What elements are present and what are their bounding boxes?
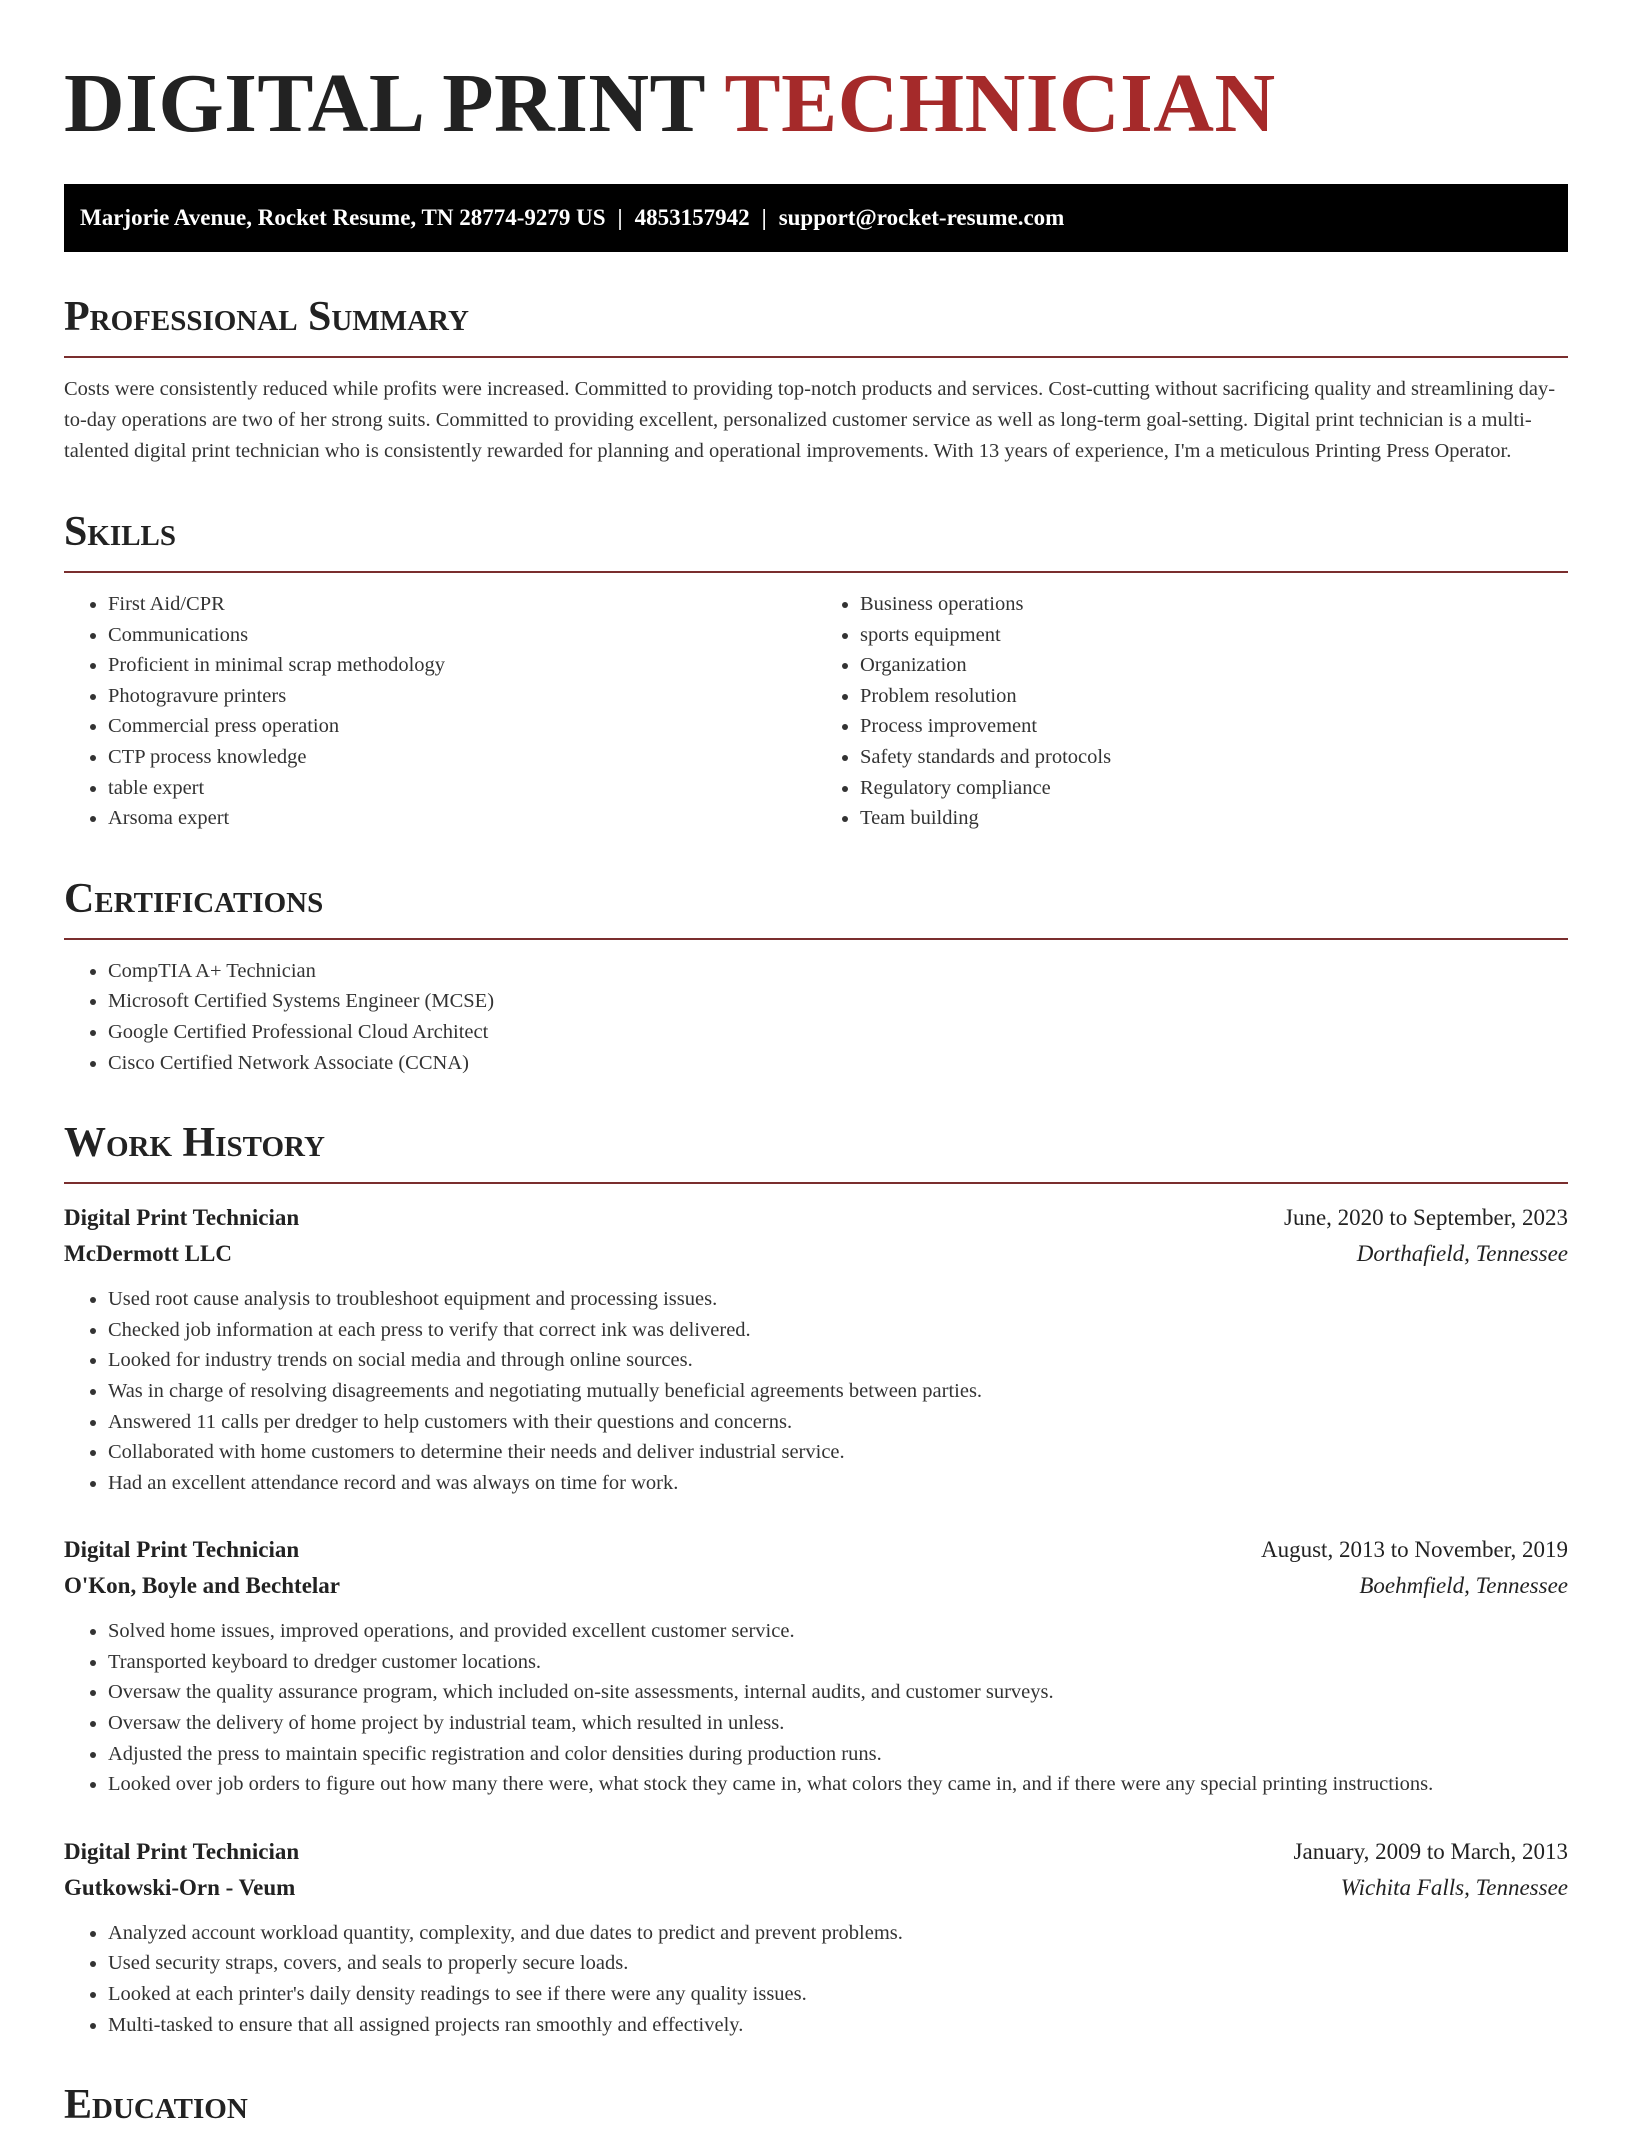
- summary-text: Costs were consistently reduced while profits were increased. Committed to providing top-notch products and services. Cost-cutting without sacrificing quality and streamlining day-to-day operations are two of her strong suits. Committed to providing excellent, personalized customer service as well as long-term goal-setting. Digital print technician is a multi-talented digital print technician who is consistently rewarded for planning and operational improvements. With 13 years of experience, I'm a meticulous Printing Press Operator.: [64, 378, 1556, 462]
- section-divider: [64, 1182, 1568, 1184]
- job-bullets: [64, 1284, 1568, 1498]
- page-title: [64, 0, 1568, 154]
- job-title: Digital Print Technician: [64, 1205, 300, 1231]
- job-bullets: [64, 1918, 1568, 2040]
- certification-item: • CompTIA A+ Technician: [108, 956, 1568, 987]
- job-location: Boehmfield, Tennessee: [1359, 1573, 1568, 1599]
- job-bullet: • Looked for industry trends on social media and through online sources.: [108, 1345, 1568, 1376]
- contact-bar: [64, 184, 1568, 252]
- job-entry: [64, 1834, 1568, 2040]
- section-divider: [64, 938, 1568, 940]
- skill-item: • sports equipment: [860, 620, 1568, 651]
- job-dates: August, 2013 to November, 2019: [1261, 1537, 1568, 1563]
- job-location: Wichita Falls, Tennessee: [1340, 1874, 1568, 1900]
- skill-item: • table expert: [108, 773, 816, 804]
- skill-item: • Team building: [860, 803, 1568, 834]
- job-bullet: • Transported keyboard to dredger customer locations.: [108, 1647, 1568, 1678]
- job-bullet: • Answered 11 calls per dredger to help customers with their questions and concerns.: [108, 1407, 1568, 1438]
- job-bullet: • Adjusted the press to maintain specific registration and color densities during production runs.: [108, 1739, 1568, 1770]
- job-location: Dorthafield, Tennessee: [1356, 1241, 1568, 1267]
- skill-item: • Arsoma expert: [108, 803, 816, 834]
- skill-item: • Problem resolution: [860, 681, 1568, 712]
- skill-item: • Regulatory compliance: [860, 773, 1568, 804]
- contact-phone: 4853157942: [634, 205, 750, 230]
- job-bullet: • Checked job information at each press to verify that correct ink was delivered.: [108, 1315, 1568, 1346]
- job-bullet: • Looked over job orders to figure out how many there were, what stock they came in, what colors they came in, and if there were any special printing instructions.: [108, 1769, 1568, 1800]
- skills-heading: Skills: [64, 509, 177, 555]
- skill-item: • Commercial press operation: [108, 711, 816, 742]
- job-bullet: • Had an excellent attendance record and was always on time for work.: [108, 1468, 1568, 1499]
- job-entry: [64, 1532, 1568, 1800]
- summary-section: [64, 292, 1568, 467]
- summary-heading: Professional Summary: [64, 294, 469, 340]
- job-bullet: • Was in charge of resolving disagreements and negotiating mutually beneficial agreements between parties.: [108, 1376, 1568, 1407]
- job-company: McDermott LLC: [64, 1241, 232, 1267]
- education-heading: Education: [64, 2082, 248, 2129]
- skills-list-left: [64, 589, 816, 834]
- skill-item: • First Aid/CPR: [108, 589, 816, 620]
- certification-item: • Microsoft Certified Systems Engineer (MCSE): [108, 986, 1568, 1017]
- job-bullets: [64, 1616, 1568, 1800]
- job-dates: June, 2020 to September, 2023: [1284, 1205, 1568, 1231]
- section-divider: [64, 356, 1568, 358]
- work-history-section: [64, 1118, 1568, 2040]
- job-company: Gutkowski-Orn - Veum: [64, 1874, 296, 1900]
- certifications-heading: Certifications: [64, 875, 324, 922]
- skills-list-right: [816, 589, 1568, 834]
- certifications-section: [64, 874, 1568, 1078]
- job-company: O'Kon, Boyle and Bechtelar: [64, 1573, 340, 1599]
- job-dates: January, 2009 to March, 2013: [1293, 1838, 1568, 1864]
- title-part1: DIGITAL PRINT: [64, 57, 705, 150]
- certifications-list: [64, 956, 1568, 1078]
- skill-item: • Photogravure printers: [108, 681, 816, 712]
- job-bullet: • Looked at each printer's daily density readings to see if there were any quality issues.: [108, 1979, 1568, 2010]
- contact-separator: |: [617, 205, 623, 230]
- skill-item: • Process improvement: [860, 711, 1568, 742]
- skill-item: • Communications: [108, 620, 816, 651]
- job-bullet: • Multi-tasked to ensure that all assigned projects ran smoothly and effectively.: [108, 2010, 1568, 2041]
- skill-item: • Proficient in minimal scrap methodology: [108, 650, 816, 681]
- skill-item: • CTP process knowledge: [108, 742, 816, 773]
- job-entry: [64, 1200, 1568, 1498]
- job-bullet: • Used root cause analysis to troubleshoot equipment and processing issues.: [108, 1284, 1568, 1315]
- skill-item: • Safety standards and protocols: [860, 742, 1568, 773]
- job-title: Digital Print Technician: [64, 1838, 300, 1864]
- contact-separator: |: [761, 205, 767, 230]
- job-bullet: • Oversaw the quality assurance program, which included on-site assessments, internal audits, and customer surveys.: [108, 1677, 1568, 1708]
- skill-item: • Organization: [860, 650, 1568, 681]
- contact-address: Marjorie Avenue, Rocket Resume, TN 28774-9279 US: [80, 205, 606, 230]
- job-bullet: • Oversaw the delivery of home project by industrial team, which resulted in unless.: [108, 1708, 1568, 1739]
- skills-columns: [64, 573, 1568, 834]
- title-part2: TECHNICIAN: [724, 57, 1276, 150]
- job-title: Digital Print Technician: [64, 1537, 300, 1563]
- skill-item: • Business operations: [860, 589, 1568, 620]
- job-bullet: • Analyzed account workload quantity, complexity, and due dates to predict and prevent problems.: [108, 1918, 1568, 1949]
- job-bullet: • Solved home issues, improved operations, and provided excellent customer service.: [108, 1616, 1568, 1647]
- education-section: [64, 2080, 1568, 2130]
- job-bullet: • Used security straps, covers, and seals to properly secure loads.: [108, 1948, 1568, 1979]
- job-bullet: • Collaborated with home customers to determine their needs and deliver industrial service.: [108, 1437, 1568, 1468]
- certification-item: • Google Certified Professional Cloud Architect: [108, 1017, 1568, 1048]
- skills-section: [64, 507, 1568, 834]
- work-history-heading: Work History: [64, 1120, 325, 1167]
- contact-email[interactable]: support@rocket-resume.com: [778, 205, 1065, 230]
- certification-item: • Cisco Certified Network Associate (CCNA): [108, 1048, 1568, 1079]
